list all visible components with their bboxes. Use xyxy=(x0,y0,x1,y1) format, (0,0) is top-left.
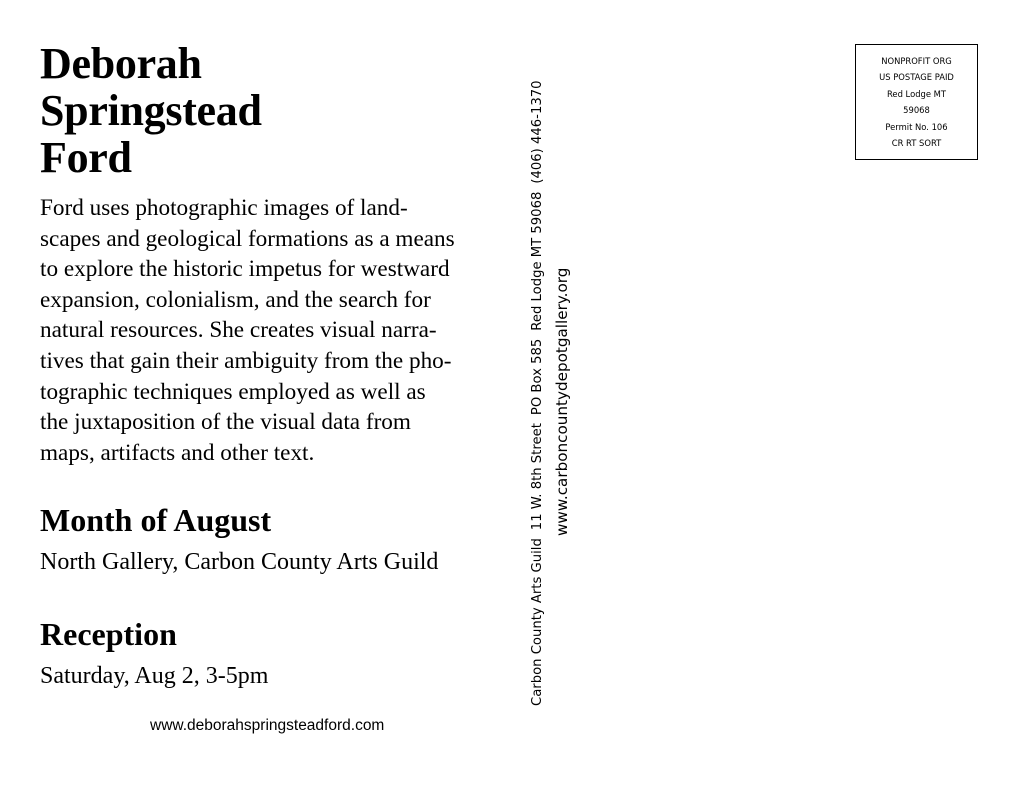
statement-line: maps, artifacts and other text. xyxy=(40,439,315,466)
organization-name: Carbon County Arts Guild xyxy=(530,538,545,706)
gallery-location: North Gallery, Carbon County Arts Guild xyxy=(40,549,439,575)
statement-line: Ford uses photographic images of land- xyxy=(40,195,408,221)
month-heading: Month of August xyxy=(40,502,272,538)
mailing-address xyxy=(530,80,546,706)
artist-name-line: Deborah xyxy=(40,39,202,88)
gallery-website-link[interactable]: www.carboncountydepotgallery.org xyxy=(553,267,571,536)
artist-name xyxy=(40,40,262,181)
phone-number: (406) 446-1370 xyxy=(530,80,545,184)
indicia-line: CR RT SORT xyxy=(891,138,942,148)
statement-line: expansion, colonialism, and the search for xyxy=(40,286,431,313)
statement-line: natural resources. She creates visual narra- xyxy=(40,317,437,344)
reception-time: Saturday, Aug 2, 3-5pm xyxy=(40,663,269,689)
po-box: PO Box 585 xyxy=(530,338,545,416)
indicia-line: Red Lodge MT xyxy=(886,88,946,99)
artist-website-link[interactable]: www.deborahspringsteadford.com xyxy=(150,717,385,734)
reception-heading: Reception xyxy=(40,616,177,652)
statement-line: to explore the historic impetus for westward xyxy=(40,256,450,283)
artist-name-line: Ford xyxy=(40,133,132,182)
postage-indicia xyxy=(855,44,978,160)
indicia-line: Permit No. 106 xyxy=(885,121,948,132)
city-state-zip: Red Lodge MT 59068 xyxy=(530,191,545,331)
artist-statement xyxy=(40,193,520,468)
statement-line: scapes and geological formations as a means xyxy=(40,225,455,252)
indicia-line: US POSTAGE PAID xyxy=(879,72,954,82)
statement-line: tives that gain their ambiguity from the pho- xyxy=(40,347,452,374)
statement-line: the juxtaposition of the visual data from xyxy=(40,409,411,436)
statement-line: tographic techniques employed as well as xyxy=(40,378,426,405)
indicia-line: NONPROFIT ORG xyxy=(881,55,952,66)
indicia-line: 59068 xyxy=(903,105,930,115)
artist-name-line: Springstead xyxy=(40,86,262,135)
street-address: 11 W. 8th Street xyxy=(530,423,545,531)
